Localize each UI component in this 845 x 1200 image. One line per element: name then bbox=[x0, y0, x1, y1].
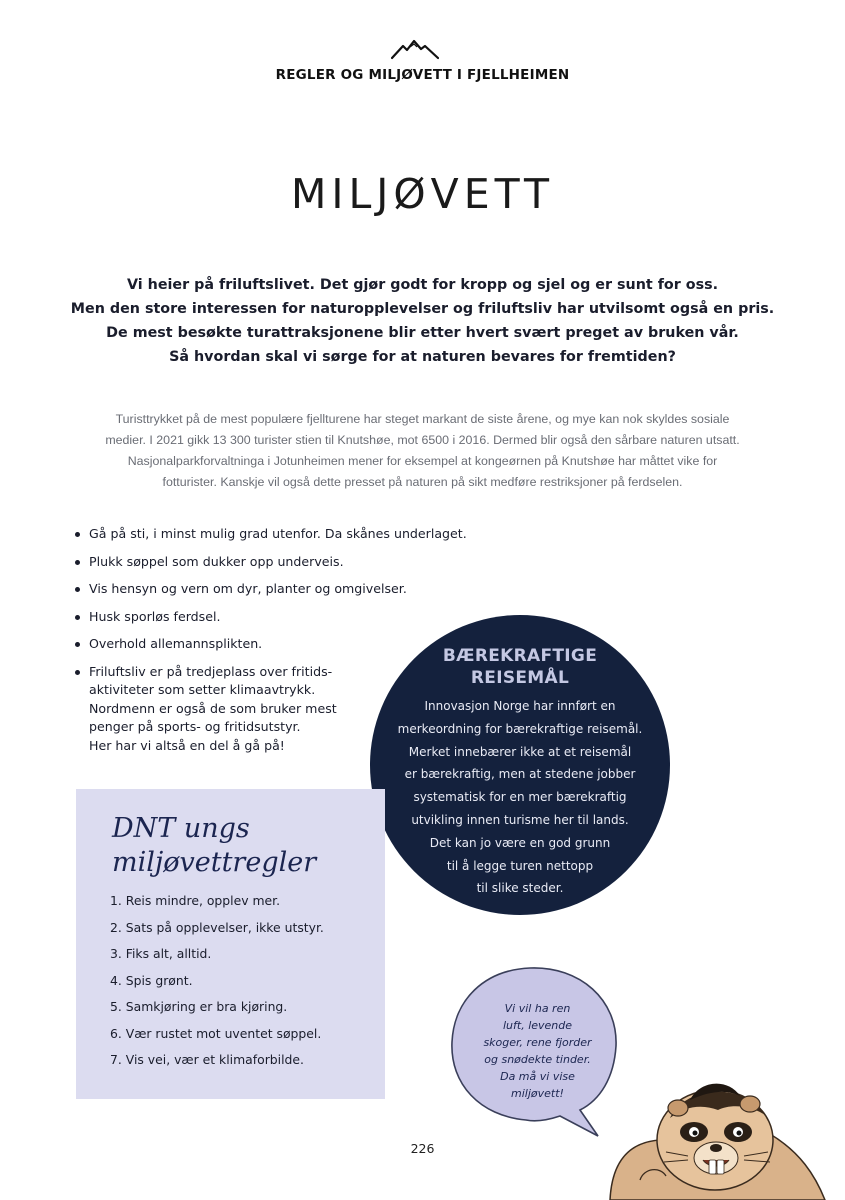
list-item bbox=[72, 553, 412, 572]
sustainable-line: til å legge turen nettopp bbox=[446, 858, 594, 873]
body-line: fotturister. Kanskje vil også dette presset på naturen på sikt medføre restriksjoner på ferdselen. bbox=[162, 475, 683, 489]
tip-line: Gå på sti, i minst mulig grad utenfor. Da skånes underlaget. bbox=[89, 526, 467, 541]
body-line: Turisttrykket på de mest populære fjellturene har steget markant de siste årene, og mye kan nok skyldes sosiale bbox=[115, 412, 730, 426]
intro-line: Men den store interessen for naturopplevelser og friluftsliv har utvilsomt også en pris. bbox=[70, 301, 775, 317]
list-item: 3. Fiks alt, alltid. bbox=[110, 946, 212, 961]
list-item bbox=[72, 635, 412, 654]
bubble-line: skoger, rene fjorder bbox=[483, 1036, 592, 1049]
tip-line: aktiviteter som setter klimaavtrykk. bbox=[89, 682, 316, 697]
sustainable-title-line: BÆREKRAFTIGE bbox=[442, 646, 598, 666]
bubble-line: luft, levende bbox=[502, 1019, 573, 1032]
tip-line: Nordmenn er også de som bruker mest bbox=[89, 700, 337, 716]
sustainable-title bbox=[380, 645, 660, 689]
body-paragraph bbox=[80, 409, 765, 493]
list-item: 1. Reis mindre, opplev mer. bbox=[110, 893, 281, 908]
sustainable-line: utvikling innen turisme her til lands. bbox=[411, 812, 629, 827]
tip-line: Friluftsliv er på tredjeplass over fritids- bbox=[89, 663, 333, 679]
speech-bubble-text bbox=[470, 1000, 605, 1102]
intro-line: Vi heier på friluftslivet. Det gjør godt for kropp og sjel og er sunt for oss. bbox=[126, 277, 719, 293]
dnt-rules-title-line: DNT ungs bbox=[112, 813, 250, 844]
list-item: 4. Spis grønt. bbox=[110, 972, 193, 988]
list-item: 2. Sats på opplevelser, ikke utstyr. bbox=[110, 919, 324, 935]
bubble-line: Da må vi vise bbox=[500, 1070, 575, 1083]
list-item: 5. Samkjøring er bra kjøring. bbox=[110, 999, 288, 1014]
bubble-line: Vi vil ha ren bbox=[504, 1002, 571, 1015]
list-item bbox=[72, 608, 412, 627]
running-header: REGLER OG MILJØVETT I FJELLHEIMEN bbox=[275, 67, 570, 83]
lemming-illustration bbox=[600, 1060, 845, 1200]
intro-paragraph bbox=[60, 273, 785, 369]
tip-line: Husk sporløs ferdsel. bbox=[89, 608, 221, 624]
intro-line: De mest besøkte turattraksjonene blir etter hvert svært preget av bruken vår. bbox=[106, 325, 739, 341]
sustainable-text bbox=[380, 695, 660, 900]
tip-line: Vis hensyn og vern om dyr, planter og omgivelser. bbox=[89, 581, 407, 596]
intro-line: Så hvordan skal vi sørge for at naturen bevares for fremtiden? bbox=[169, 349, 676, 365]
bubble-line: og snødekte tinder. bbox=[484, 1053, 591, 1066]
list-item bbox=[72, 663, 412, 756]
tips-list bbox=[72, 525, 467, 764]
sustainable-title-line: REISEMÅL bbox=[470, 668, 570, 688]
sustainable-line: systematisk for en mer bærekraftig bbox=[413, 790, 627, 805]
list-item: 7. Vis vei, vær et klimaforbilde. bbox=[110, 1052, 304, 1067]
tip-line: Overhold allemannsplikten. bbox=[89, 636, 263, 651]
list-item bbox=[72, 580, 412, 599]
sustainable-line: Det kan jo være en god grunn bbox=[429, 835, 611, 850]
bubble-line: miljøvett! bbox=[511, 1087, 564, 1100]
sustainable-line: Merket innebærer ikke at et reisemål bbox=[408, 744, 632, 759]
page-number: 226 bbox=[410, 1141, 435, 1156]
sustainable-line: er bærekraftig, men at stedene jobber bbox=[404, 767, 636, 782]
dnt-rules-list bbox=[110, 892, 370, 1078]
sustainable-line: merkeordning for bærekraftige reisemål. bbox=[397, 721, 643, 736]
sustainable-line: til slike steder. bbox=[476, 881, 564, 896]
page-title: MILJØVETT bbox=[291, 170, 554, 218]
body-line: medier. I 2021 gikk 13 300 turister stien til Knutshøe, mot 6500 i 2016. Dermed blir også den sårbare naturen utsatt. bbox=[105, 433, 740, 447]
tip-line: Plukk søppel som dukker opp underveis. bbox=[89, 553, 344, 569]
mountain-icon bbox=[391, 38, 439, 60]
dnt-rules-title bbox=[112, 812, 372, 880]
tip-line: Her har vi altså en del å gå på! bbox=[89, 737, 285, 753]
list-item bbox=[72, 525, 467, 544]
tip-line: penger på sports- og fritidsutstyr. bbox=[89, 719, 301, 734]
sustainable-line: Innovasjon Norge har innført en bbox=[424, 699, 616, 713]
body-line: Nasjonalparkforvaltninga i Jotunheimen mener for eksempel at kongeørnen på Knutshøe har måttet vike for bbox=[127, 454, 718, 468]
list-item: 6. Vær rustet mot uventet søppel. bbox=[110, 1025, 322, 1041]
dnt-rules-title-line: miljøvettregler bbox=[112, 847, 317, 878]
